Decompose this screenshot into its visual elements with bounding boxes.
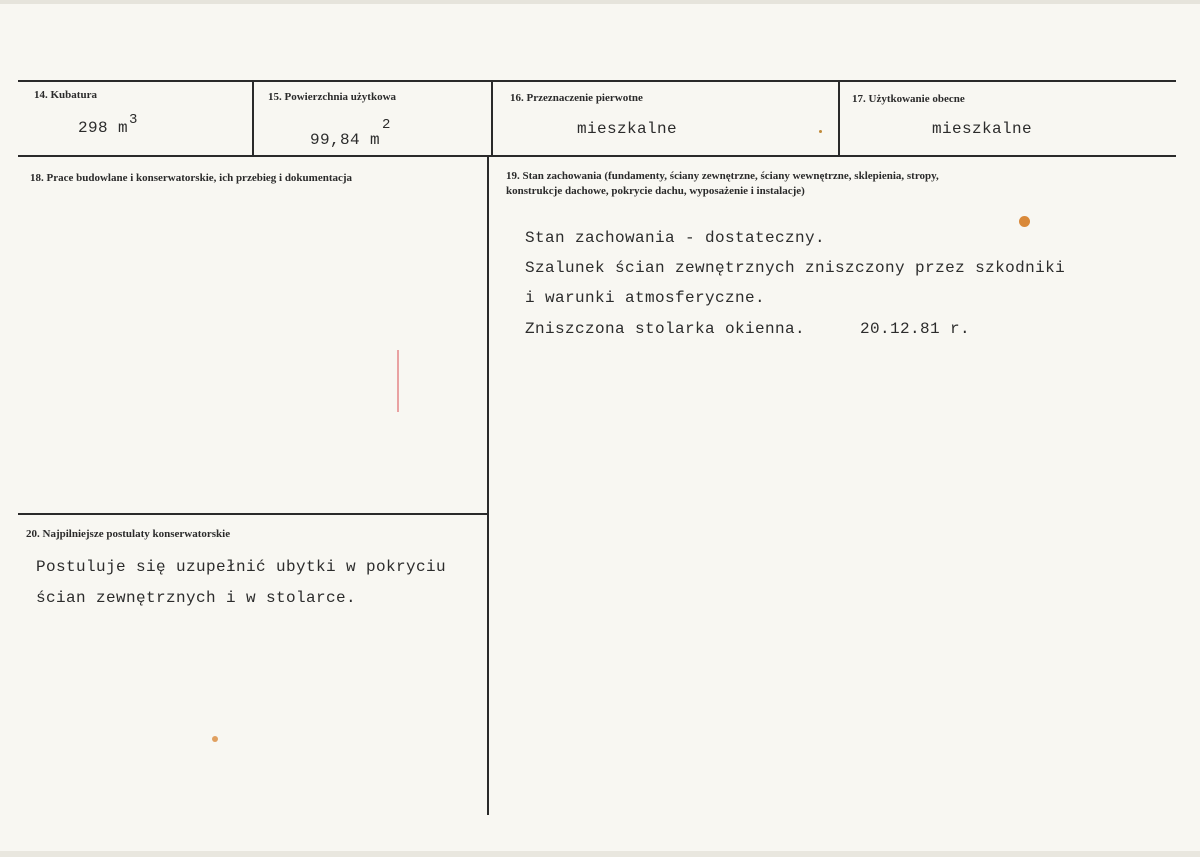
stan-line-2: Szalunek ścian zewnętrznych zniszczony przez szkodniki	[525, 259, 1066, 277]
divider-16-17	[838, 80, 840, 156]
value-uzytkowanie: mieszkalne	[932, 120, 1033, 138]
label-kubatura: 14. Kubatura	[34, 89, 97, 101]
stan-line-3: i warunki atmosferyczne.	[525, 289, 766, 307]
postulaty-line-1: Postuluje się uzupełnić ubytki w pokryciu	[36, 558, 447, 576]
stain-spot-small	[212, 736, 218, 742]
paper-edge-bottom	[0, 851, 1200, 857]
label-stan-zachowania-1: 19. Stan zachowania (fundamenty, ściany zewnętrzne, ściany wewnętrzne, sklepienia, stropy,	[506, 170, 939, 182]
value-powierzchnia: 99,84 m	[310, 131, 381, 149]
red-pencil-mark	[397, 350, 399, 412]
postulaty-line-2: ścian zewnętrznych i w stolarce.	[36, 589, 357, 607]
value-kubatura: 298 m	[78, 119, 129, 137]
header-row-rule	[18, 155, 1176, 157]
label-przeznaczenie: 16. Przeznaczenie pierwotne	[510, 92, 643, 104]
label-stan-zachowania-2: konstrukcje dachowe, pokrycie dachu, wyposażenie i instalacje)	[506, 185, 805, 197]
top-rule	[18, 80, 1176, 82]
label-postulaty: 20. Najpilniejsze postulaty konserwatorskie	[26, 528, 231, 540]
divider-14-15	[252, 80, 254, 156]
stan-line-1: Stan zachowania - dostateczny.	[525, 229, 826, 247]
stan-line-4: Zniszczona stolarka okienna.	[525, 320, 806, 338]
label-uzytkowanie: 17. Użytkowanie obecne	[852, 93, 965, 105]
divider-15-16	[491, 80, 493, 156]
label-powierzchnia: 15. Powierzchnia użytkowa	[268, 91, 397, 103]
stan-date: 20.12.81 r.	[860, 320, 971, 338]
paper-edge-top	[0, 0, 1200, 4]
ink-dot	[819, 130, 822, 133]
section-20-rule	[18, 513, 488, 515]
value-przeznaczenie: mieszkalne	[577, 120, 678, 138]
value-powierzchnia-exponent: 2	[382, 117, 391, 133]
label-prace-budowlane: 18. Prace budowlane i konserwatorskie, ich przebieg i dokumentacja	[30, 172, 353, 184]
value-kubatura-exponent: 3	[129, 112, 138, 128]
stain-spot	[1019, 216, 1030, 227]
divider-main	[487, 155, 489, 815]
